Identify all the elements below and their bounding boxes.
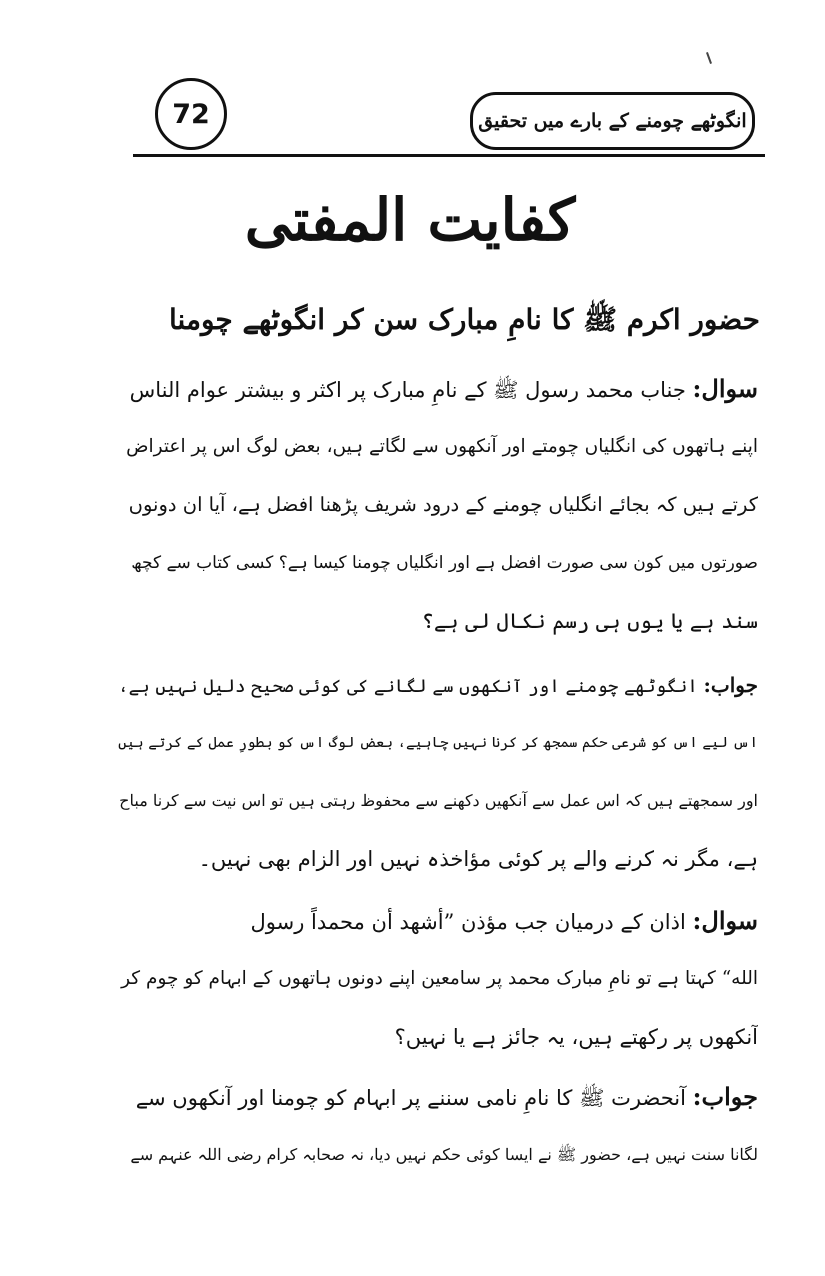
running-title: انگوٹھے چومنے کے بارے میں تحقیق — [470, 92, 755, 150]
scan-mark — [706, 52, 712, 64]
question-1 — [118, 360, 758, 650]
question-line: کرتے ہیں کہ بجائے انگلیاں چومنے کے درود شریف پڑھنا افضل ہے، آیا ان دونوں — [128, 493, 758, 516]
book-title: کفایت المفتی — [244, 186, 576, 254]
answer-label: جواب: — [692, 1082, 758, 1111]
answer-line — [118, 656, 758, 714]
answer-2 — [118, 1068, 758, 1184]
question-line — [118, 892, 758, 950]
question-2 — [118, 892, 758, 1066]
question-line: آنکھوں پر رکھتے ہیں، یہ جائز ہے یا نہیں؟ — [394, 1025, 758, 1049]
question-line: اپنے ہاتھوں کی انگلیاں چومتے اور آنکھوں سے لگاتے ہیں، بعض لوگ اس پر اعتراض — [126, 436, 758, 457]
answer-line: ہے، مگر نہ کرنے والے پر کوئی مؤاخذہ نہیں اور الزام بھی نہیں۔ — [198, 847, 758, 871]
answer-line: لگانا سنت نہیں ہے، حضور ﷺ نے ایسا کوئی حکم نہیں دیا، نہ صحابہ کرام رضی اللہ عنہم سے — [130, 1145, 758, 1164]
question-text: جناب محمد رسول ﷺ کے نامِ مبارک پر اکثر و بیشتر عوام الناس — [129, 378, 686, 402]
question-text: اذان کے درمیان جب مؤذن ”أشهد أن محمداً رسول — [250, 910, 686, 934]
question-line: صورتوں میں کون سی صورت افضل ہے اور انگلیاں چومنا کیسا ہے؟ کسی کتاب سے کچھ — [131, 553, 758, 573]
answer-line — [118, 1068, 758, 1126]
question-line — [118, 360, 758, 418]
header-divider — [133, 154, 765, 157]
section-heading: حضور اکرم ﷺ کا نامِ مبارک سن کر انگوٹھے چومنا — [168, 303, 760, 336]
answer-label: جواب: — [703, 673, 758, 697]
question-line: سند ہے یا یوں ہی رسم نکال لی ہے؟ — [421, 609, 758, 633]
answer-1 — [118, 656, 758, 888]
question-label: سوال: — [692, 374, 758, 403]
question-line: الله“ کہتا ہے تو نامِ مبارک محمد پر سامعین اپنے دونوں ہاتھوں کے ابہام کو چوم کر — [121, 968, 758, 989]
answer-line: اس لیے اس کو شرعی حکم سمجھ کر کرنا نہیں چاہیے، بعض لوگ اس کو بطورِ عمل کے کرتے ہیں — [118, 735, 758, 751]
answer-text: انگوٹھے چومنے اور آنکھوں سے لگانے کی کوئی صحیح دلیل نہیں ہے، — [118, 676, 698, 697]
question-label: سوال: — [692, 906, 758, 935]
answer-line: اور سمجھتے ہیں کہ اس عمل سے آنکھیں دکھنے سے محفوظ رہتی ہیں تو اس نیت سے کرنا مباح — [119, 791, 758, 810]
answer-text: آنحضرت ﷺ کا نامِ نامی سننے پر ابہام کو چومنا اور آنکھوں سے — [135, 1086, 686, 1110]
page-number: 72 — [155, 78, 227, 150]
